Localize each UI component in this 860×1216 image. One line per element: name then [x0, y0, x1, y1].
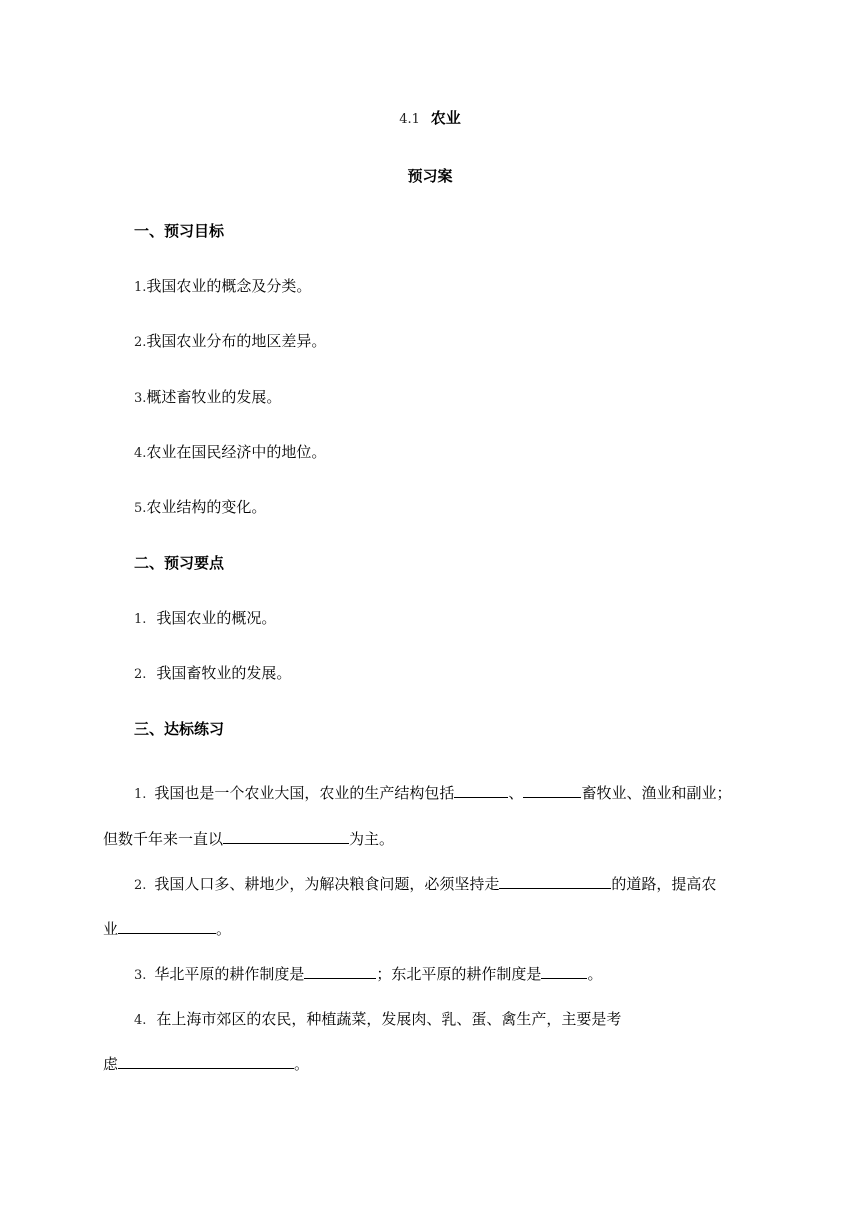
page-title [0, 108, 860, 130]
goal-item-5: 5.农业结构的变化。 [134, 498, 267, 516]
page-subtitle: 预习案 [407, 167, 453, 185]
goal-item-4: 4.农业在国民经济中的地位。 [134, 443, 327, 461]
exercise-3: 3. 华北平原的耕作制度是 ；东北平原的耕作制度是 。 [134, 965, 603, 983]
goal-item-3: 3.概述畜牧业的发展。 [134, 388, 282, 406]
answer-blank[interactable] [223, 829, 349, 844]
key-point-1: 1. 我国农业的概况。 [134, 609, 277, 627]
section-heading-1: 一、预习目标 [134, 222, 225, 240]
section-heading-2: 二、预习要点 [134, 554, 225, 572]
answer-blank[interactable] [499, 874, 611, 889]
exercise-1-line-1: 1. 我国也是一个农业大国，农业的生产结构包括 、 畜牧业、渔业和副业； [134, 784, 732, 802]
exercise-2-line-1: 2. 我国人口多、耕地少，为解决粮食问题，必须坚持走 的道路，提高农 [134, 875, 717, 893]
title-number: 4.1 [399, 112, 420, 127]
section-heading-3: 三、达标练习 [134, 720, 225, 738]
goal-item-1: 1.我国农业的概念及分类。 [134, 277, 312, 295]
exercise-1-line-2: 但数千年来一直以 为主。 [103, 830, 395, 848]
answer-blank[interactable] [454, 783, 508, 798]
answer-blank[interactable] [523, 783, 581, 798]
title-text: 农业 [430, 109, 461, 127]
answer-blank[interactable] [118, 919, 216, 934]
exercise-4-line-1: 4. 在上海市郊区的农民，种植蔬菜，发展肉、乳、蛋、禽生产，主要是考 [134, 1010, 622, 1028]
exercise-2-line-2: 业 。 [103, 920, 232, 938]
exercise-4-line-2: 虑 。 [103, 1055, 310, 1073]
key-point-2: 2. 我国畜牧业的发展。 [134, 664, 292, 682]
answer-blank[interactable] [541, 964, 587, 979]
goal-item-2: 2.我国农业分布的地区差异。 [134, 332, 327, 350]
answer-blank[interactable] [304, 964, 376, 979]
answer-blank[interactable] [118, 1054, 294, 1069]
